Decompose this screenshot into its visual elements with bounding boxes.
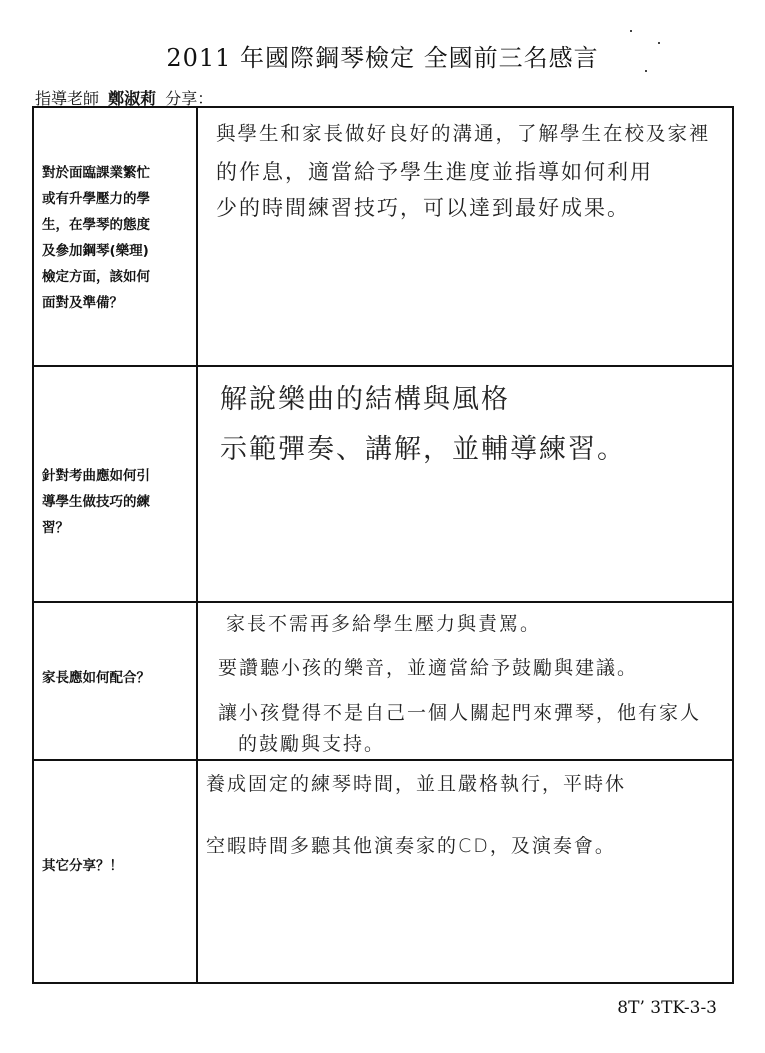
answer-cell [198,603,732,759]
answer-line: 讓小孩覺得不是自己一個人關起門來彈琴，他有家人 [218,702,702,724]
answer-line: 少的時間練習技巧，可以達到最好成果。 [216,196,630,220]
answer-line: 的鼓勵與支持。 [238,733,386,755]
question-cell [34,761,198,982]
scan-speck [658,42,660,44]
question-text: 其它分享？！ [42,858,123,874]
answer-cell [198,367,732,601]
answer-line: 養成固定的練琴時間，並且嚴格執行，平時休 [206,773,627,795]
table-row [34,761,732,982]
answer-line: 家長不需再多給學生壓力與責罵。 [226,613,542,635]
question-text: 針對考曲應如何引 導學生做技巧的練 習？ [42,468,150,536]
page-title: 2011 年國際鋼琴檢定 全國前三名感言 [166,44,599,72]
answer-line: 與學生和家長做好良好的溝通，了解學生在校及家裡 [216,122,711,145]
question-text: 家長應如何配合？ [42,670,150,686]
answer-line: 解說樂曲的結構與風格 [220,384,510,415]
table-row [34,108,732,367]
questionnaire-table [32,106,734,984]
answer-line: 空暇時間多聽其他演奏家的CD，及演奏會。 [206,835,616,857]
scan-speck [645,70,647,72]
answer-cell [198,108,732,365]
answer-cell [198,761,732,982]
answer-line: 示範彈奏、講解，並輔導練習。 [220,434,626,465]
question-cell [34,108,198,365]
question-cell [34,603,198,759]
answer-line: 要讚聽小孩的樂音，並適當給予鼓勵與建議。 [218,657,639,679]
table-row [34,367,732,603]
question-cell [34,367,198,601]
document-code: 8T’ 3TK-3-3 [617,998,717,1018]
question-text: 對於面臨課業繁忙 或有升學壓力的學 生，在學琴的態度 及參加鋼琴(樂理) 檢定方面，該如何 面對及準備？ [42,165,150,311]
teacher-name: 鄭淑莉 [108,89,157,108]
table-row [34,603,732,761]
teacher-share-label: 分享： [165,89,214,108]
answer-line: 的作息，適當給予學生進度並指導如何利用 [216,160,653,184]
scan-speck [630,30,632,32]
teacher-label: 指導老師 [35,89,100,108]
